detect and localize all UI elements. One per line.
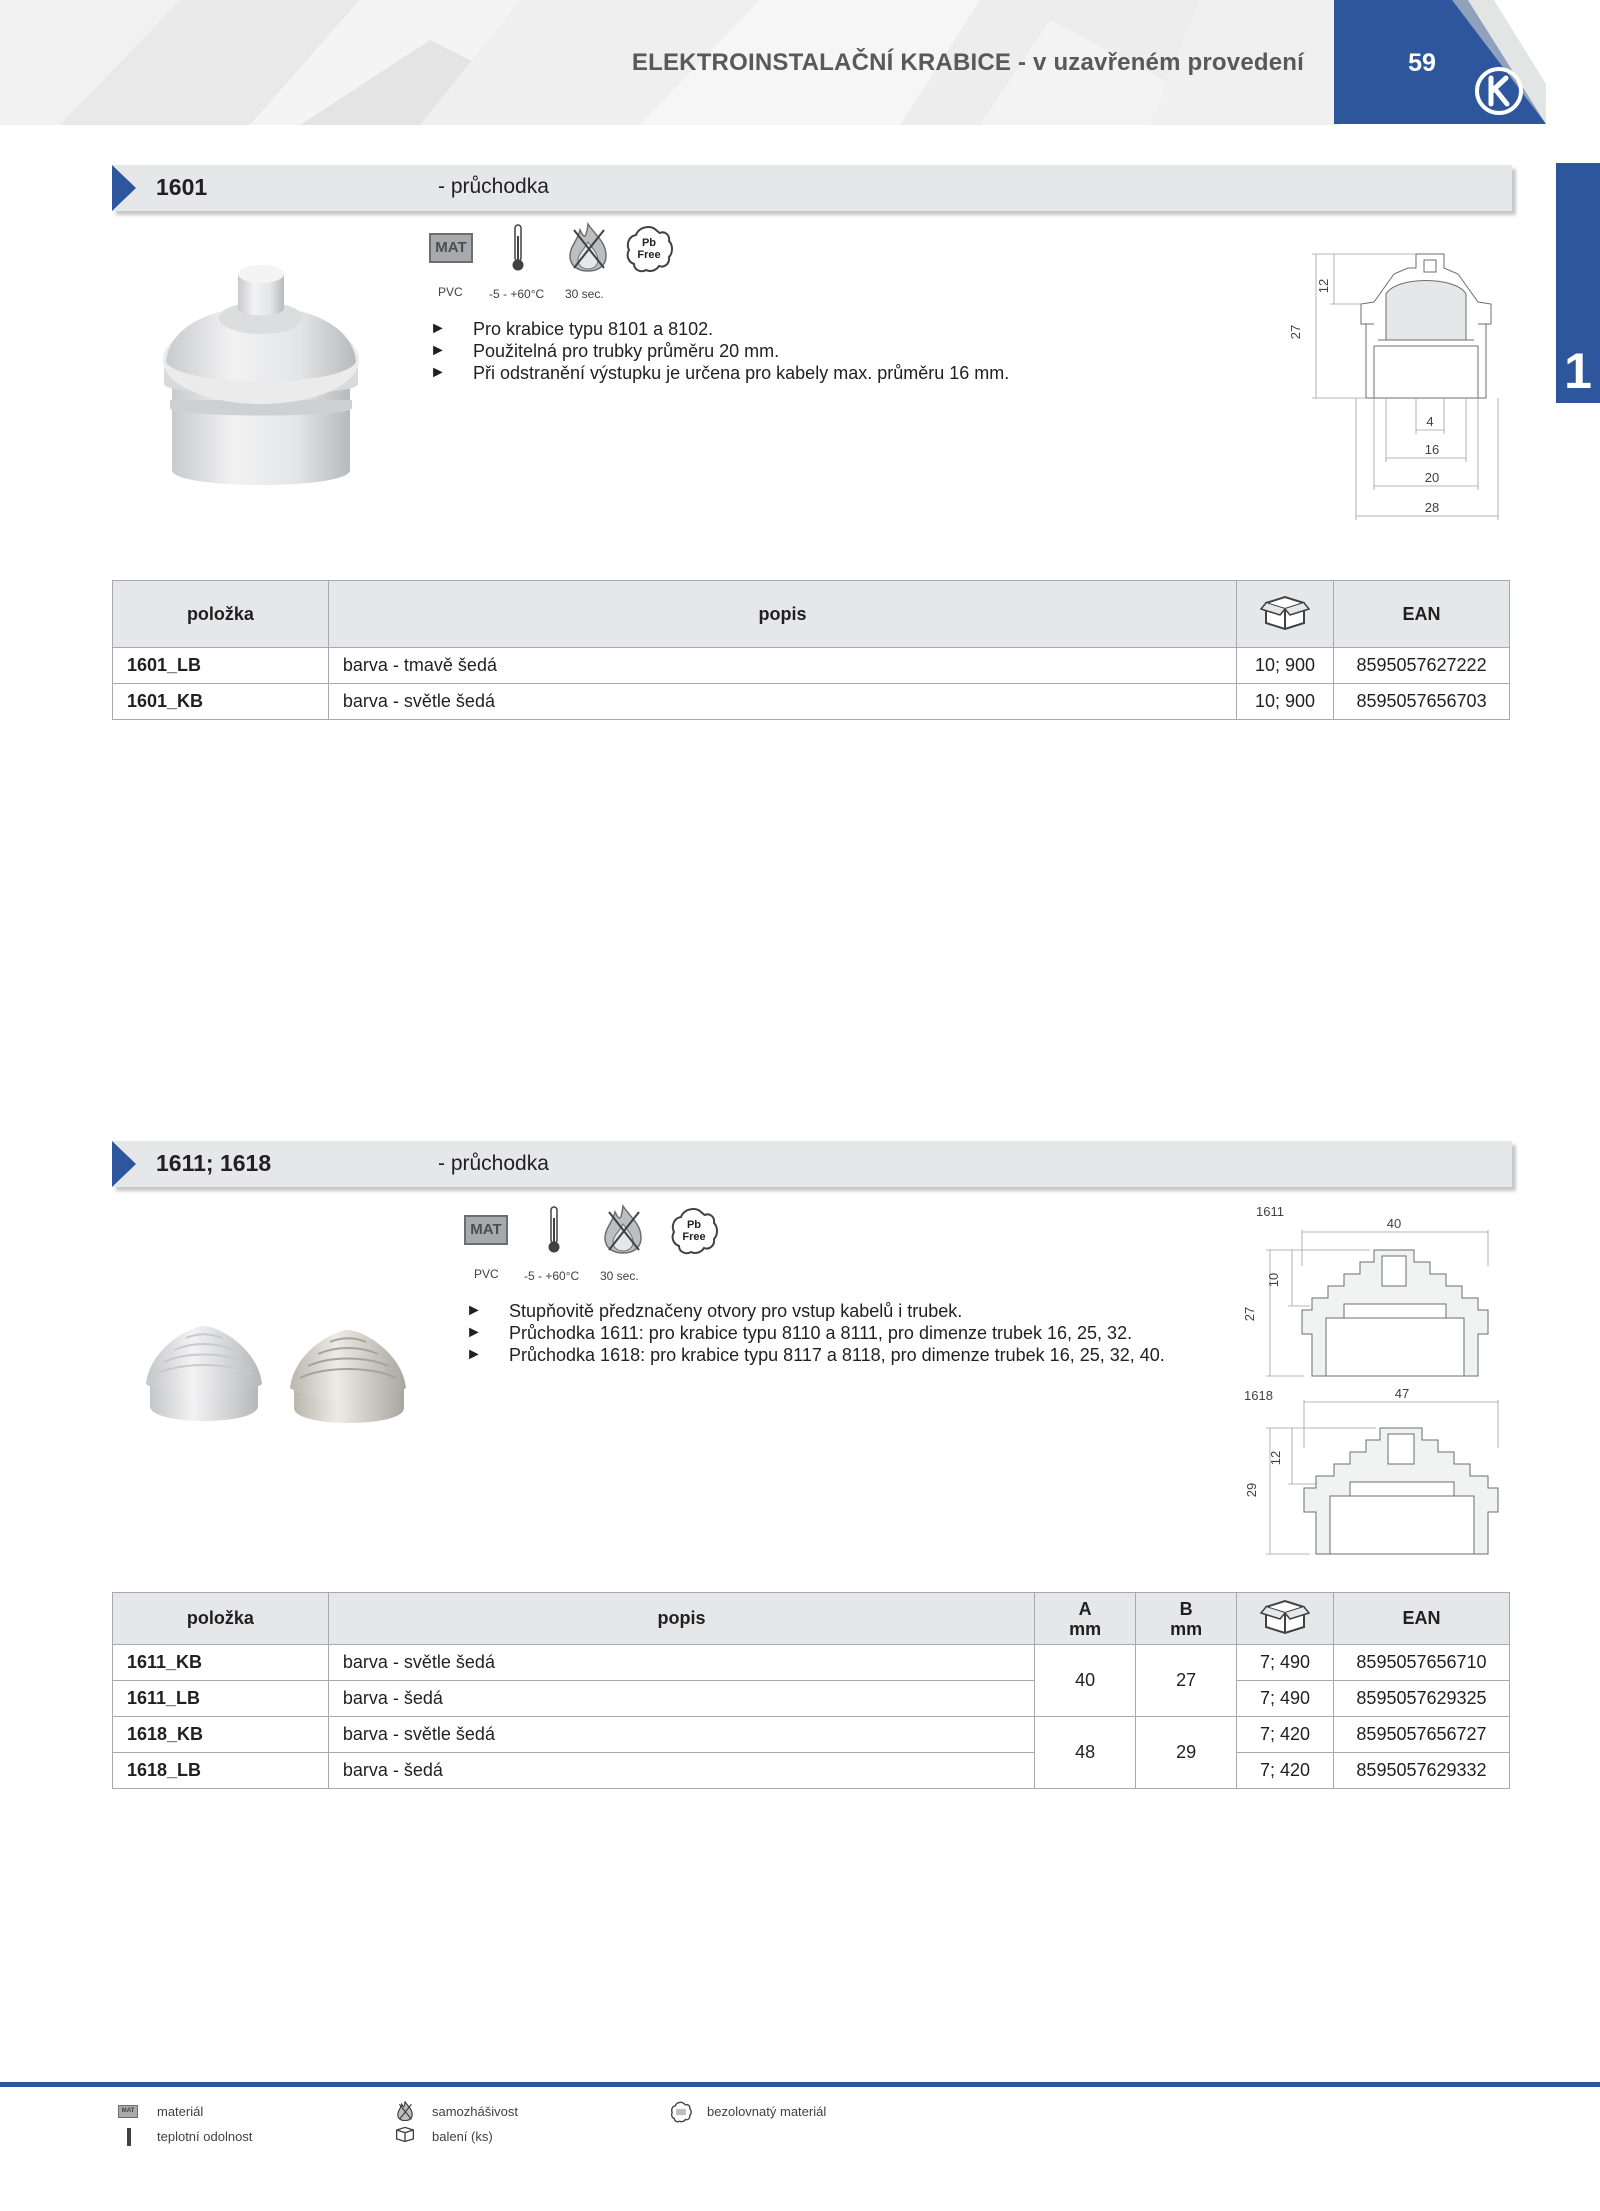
cell-desc: barva - šedá — [328, 1681, 1034, 1717]
cell-ean: 8595057656710 — [1334, 1645, 1510, 1681]
cell-dim-a: 40 — [1035, 1645, 1136, 1717]
cell-ean: 8595057627222 — [1334, 648, 1510, 684]
drawing-label-1611: 1611 — [1256, 1204, 1284, 1219]
cell-desc: barva - tmavě šedá — [328, 648, 1236, 684]
box-icon — [1260, 593, 1310, 631]
drawing-label-1618: 1618 — [1244, 1388, 1273, 1403]
legend-self-extinguishing: samozhášivost — [432, 2104, 518, 2119]
fire-resistance-value: 30 sec. — [565, 287, 604, 301]
legend-flame-icon — [396, 2101, 414, 2121]
brand-logo-icon — [1474, 66, 1524, 116]
material-icon: MAT — [464, 1215, 508, 1245]
cell-desc: barva - světle šedá — [328, 1717, 1034, 1753]
pb-label: Pb — [686, 1219, 702, 1231]
col-header-ean: EAN — [1334, 1593, 1510, 1645]
col-header-a-unit: mm — [1069, 1618, 1102, 1639]
dim-1618-a: 47 — [1394, 1386, 1410, 1401]
pb-free-icon — [624, 224, 674, 274]
section-header-bar — [112, 165, 1512, 211]
section-arrow-icon — [112, 165, 136, 211]
temperature-value: -5 - +60°C — [524, 1269, 580, 1283]
feature-item: ► Pro krabice typu 8101 a 8102. — [430, 318, 1250, 340]
material-value: PVC — [474, 1267, 499, 1281]
cell-item: 1611_LB — [113, 1681, 329, 1717]
product-table-1601 — [112, 580, 1510, 720]
feature-list — [430, 318, 1250, 384]
dim-1618-b: 12 — [1268, 1450, 1283, 1466]
feature-item: ► Stupňovitě předznačeny otvory pro vstup kabelů i trubek. — [466, 1300, 1246, 1322]
material-icon: MAT — [429, 233, 473, 263]
product-table-1611-1618 — [112, 1592, 1510, 1789]
col-header-item: položka — [113, 1593, 329, 1645]
product-photo-1611-1618 — [140, 1318, 410, 1428]
feature-item: ► Průchodka 1618: pro krabice typu 8117 a 8118, pro dimenze trubek 16, 25, 32, 40. — [466, 1344, 1246, 1366]
table-row — [113, 1681, 1510, 1717]
chapter-number: 1 — [1564, 343, 1592, 399]
thermometer-icon — [511, 224, 525, 272]
free-label: Free — [637, 249, 661, 261]
section-code: 1611; 1618 — [156, 1150, 272, 1176]
cell-dim-b: 29 — [1136, 1717, 1237, 1789]
cell-pack: 7; 490 — [1237, 1645, 1334, 1681]
col-header-desc: popis — [328, 1593, 1034, 1645]
col-header-b-label: B — [1179, 1598, 1193, 1619]
section-name: - průchodka — [438, 1152, 549, 1175]
table-row — [113, 1717, 1510, 1753]
technical-drawing-1611-1618 — [1226, 1200, 1516, 1560]
cell-ean: 8595057629325 — [1334, 1681, 1510, 1717]
dim-1611-a: 40 — [1386, 1216, 1402, 1231]
col-header-pack — [1237, 1593, 1334, 1645]
col-header-b — [1136, 1593, 1237, 1645]
free-label: Free — [682, 1231, 706, 1243]
cell-item: 1611_KB — [113, 1645, 329, 1681]
dim-pipe: 20 — [1424, 470, 1440, 485]
cell-dim-a: 48 — [1035, 1717, 1136, 1789]
cell-pack: 7; 490 — [1237, 1681, 1334, 1717]
cell-item: 1618_KB — [113, 1717, 329, 1753]
legend-material: materiál — [157, 2104, 204, 2119]
col-header-a — [1035, 1593, 1136, 1645]
legend-material-icon: MAT — [118, 2105, 138, 2118]
cell-item: 1601_KB — [113, 684, 329, 720]
page-title: ELEKTROINSTALAČNÍ KRABICE - v uzavřeném provedení — [631, 49, 1304, 76]
col-header-desc: popis — [328, 581, 1236, 648]
legend-temperature: teplotní odolnost — [157, 2129, 253, 2144]
dim-height: 27 — [1288, 324, 1303, 340]
legend-thermometer-icon — [126, 2128, 132, 2146]
fire-resistance-value: 30 sec. — [600, 1269, 639, 1283]
feature-item: ► Průchodka 1611: pro krabice typu 8110 a 8111, pro dimenze trubek 16, 25, 32. — [466, 1322, 1246, 1344]
legend-packing: balení (ks) — [432, 2129, 493, 2144]
cell-item: 1618_LB — [113, 1753, 329, 1789]
technical-drawing-1601 — [1286, 248, 1516, 523]
pb-label: Pb — [641, 237, 657, 249]
table-header-row — [113, 581, 1510, 648]
col-header-ean: EAN — [1334, 581, 1510, 648]
dim-1611-height: 27 — [1242, 1306, 1257, 1322]
table-row — [113, 648, 1510, 684]
cell-desc: barva - šedá — [328, 1753, 1034, 1789]
dim-inner: 16 — [1424, 442, 1440, 457]
thermometer-icon — [547, 1206, 561, 1254]
col-header-b-unit: mm — [1170, 1618, 1203, 1639]
cell-ean: 8595057656703 — [1334, 684, 1510, 720]
col-header-item: položka — [113, 581, 329, 648]
feature-item: ► Při odstranění výstupku je určena pro kabely max. průměru 16 mm. — [430, 362, 1250, 384]
table-row — [113, 684, 1510, 720]
box-icon — [1260, 1597, 1310, 1635]
temperature-value: -5 - +60°C — [489, 287, 545, 301]
page-number: 59 — [1408, 49, 1436, 77]
legend-box-icon — [394, 2125, 416, 2143]
section-name: - průchodka — [438, 175, 549, 198]
dim-top-height: 12 — [1316, 278, 1331, 294]
dim-outer: 28 — [1424, 500, 1440, 515]
footer-divider — [0, 2082, 1600, 2087]
section-code: 1601 — [156, 174, 208, 200]
cell-pack: 10; 900 — [1237, 684, 1334, 720]
cell-ean: 8595057656727 — [1334, 1717, 1510, 1753]
cell-pack: 7; 420 — [1237, 1753, 1334, 1789]
feature-item: ► Použitelná pro trubky průměru 20 mm. — [430, 340, 1250, 362]
cell-desc: barva - světle šedá — [328, 684, 1236, 720]
legend-pb-free-icon — [670, 2101, 692, 2123]
table-row — [113, 1753, 1510, 1789]
legend-lead-free: bezolovnatý materiál — [707, 2104, 827, 2119]
cell-pack: 7; 420 — [1237, 1717, 1334, 1753]
pb-free-icon — [669, 1206, 719, 1256]
flame-icon — [601, 1204, 645, 1254]
section-arrow-icon — [112, 1141, 136, 1187]
cell-pack: 10; 900 — [1237, 648, 1334, 684]
cell-item: 1601_LB — [113, 648, 329, 684]
dim-1618-height: 29 — [1244, 1482, 1259, 1498]
material-value: PVC — [438, 285, 463, 299]
dim-1611-b: 10 — [1266, 1272, 1281, 1288]
cell-ean: 8595057629332 — [1334, 1753, 1510, 1789]
col-header-a-label: A — [1078, 1598, 1092, 1619]
flame-icon — [566, 222, 610, 272]
table-header-row — [113, 1593, 1510, 1645]
col-header-pack — [1237, 581, 1334, 648]
feature-list — [466, 1300, 1246, 1366]
dim-hole: 4 — [1426, 414, 1434, 429]
cell-dim-b: 27 — [1136, 1645, 1237, 1717]
section-header-bar — [112, 1141, 1512, 1187]
product-photo-1601 — [142, 248, 380, 500]
table-row — [113, 1645, 1510, 1681]
cell-desc: barva - světle šedá — [328, 1645, 1034, 1681]
